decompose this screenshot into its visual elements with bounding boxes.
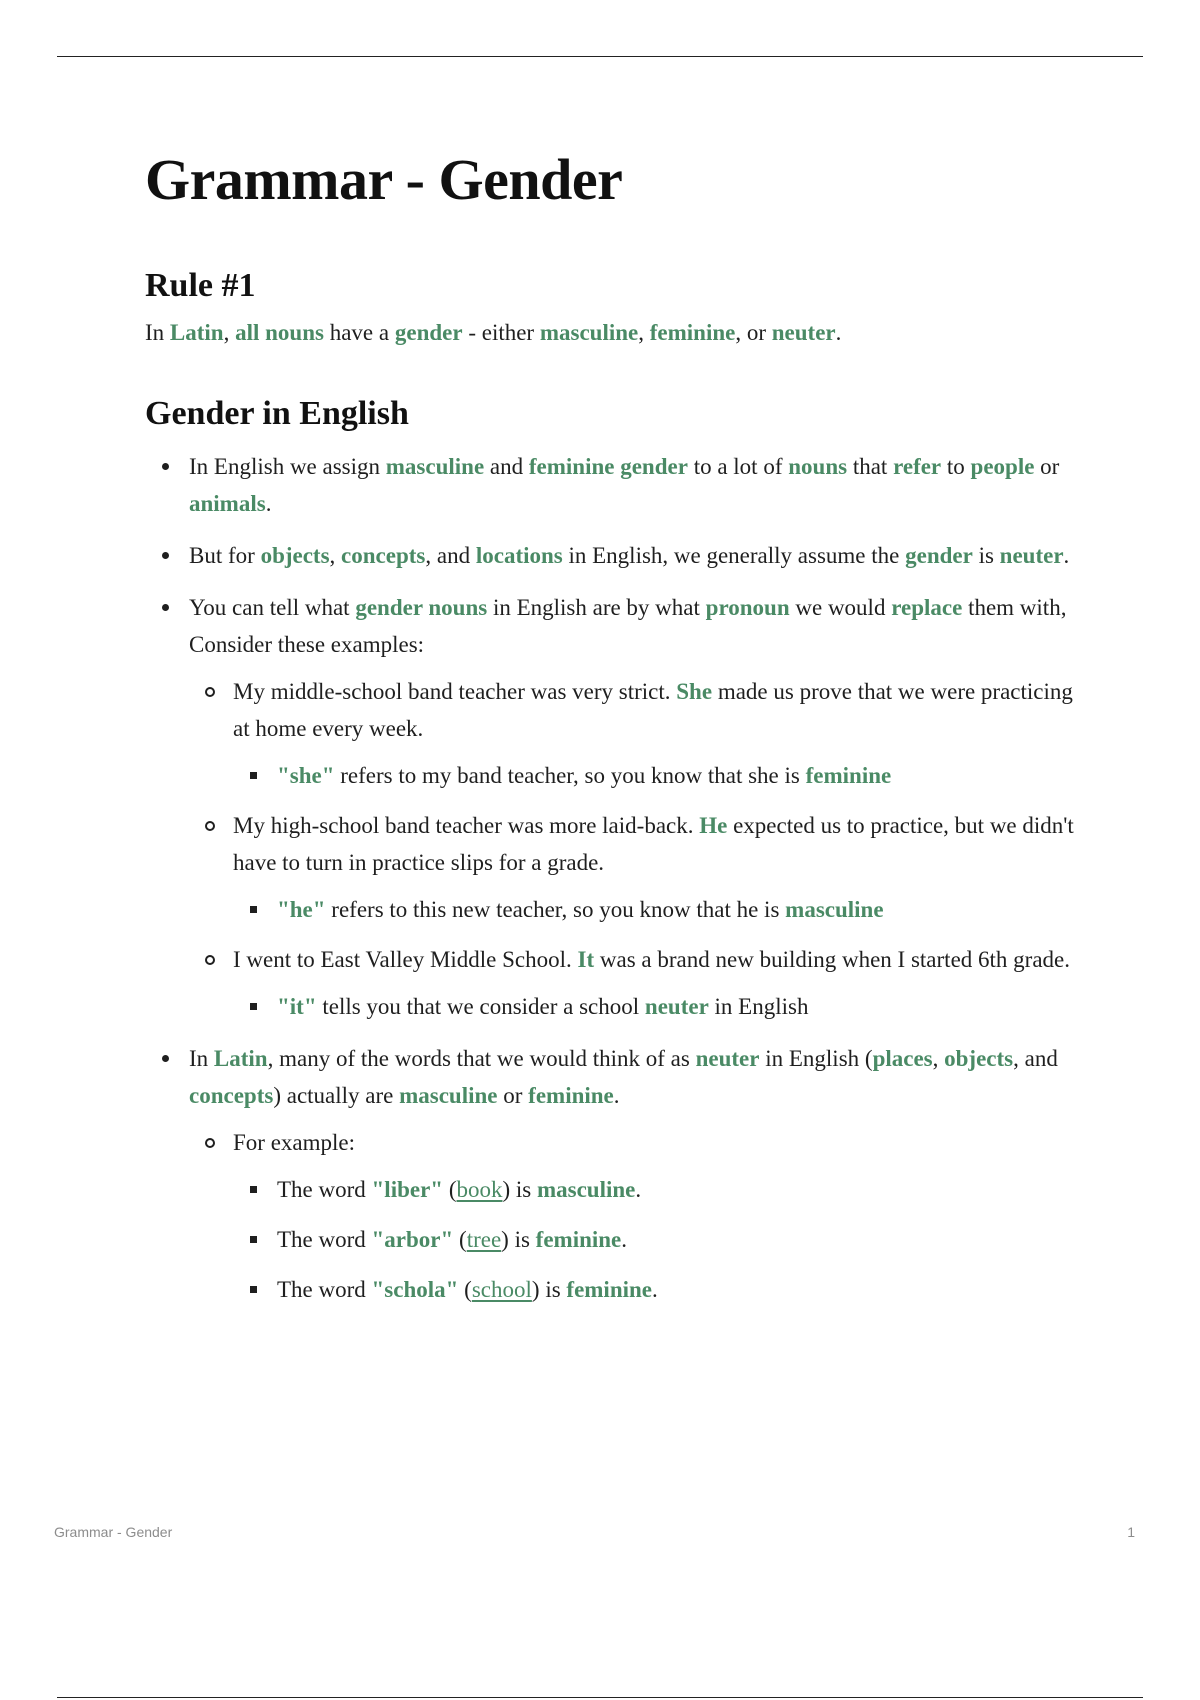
top-divider bbox=[57, 56, 1143, 57]
example-it-note-list bbox=[233, 988, 1075, 1025]
word-meaning-link[interactable]: school bbox=[471, 1277, 532, 1302]
page-number: 1 bbox=[1127, 1524, 1135, 1540]
footer-title: Grammar - Gender bbox=[54, 1524, 173, 1540]
pronoun-example-list bbox=[189, 673, 1075, 1025]
word-meaning-link[interactable]: tree bbox=[466, 1227, 502, 1252]
latin-word-item: The word "schola" (school) is feminine. bbox=[233, 1271, 1075, 1308]
example-she: My middle-school band teacher was very strict. She made us prove that we were practicing at home every week. "she" refers to my band teacher, so you know that she is feminine bbox=[189, 673, 1075, 794]
rule-1-heading: Rule #1 bbox=[145, 267, 256, 304]
word-meaning-link[interactable]: book bbox=[456, 1177, 503, 1202]
document-body bbox=[145, 140, 1075, 1323]
latin-word-list bbox=[233, 1171, 1075, 1308]
latin-word-item: The word "liber" (book) is masculine. bbox=[233, 1171, 1075, 1208]
latin-word-item: The word "arbor" (tree) is feminine. bbox=[233, 1221, 1075, 1258]
example-he-note: "he" refers to this new teacher, so you know that he is masculine bbox=[233, 891, 1075, 928]
english-bullet-list bbox=[145, 448, 1075, 1308]
example-he: My high-school band teacher was more laid-back. He expected us to practice, but we didn't have to turn in practice slips for a grade. "he" refers to this new teacher, so you know that he is masculine bbox=[189, 807, 1075, 928]
bullet-assign-gender: In English we assign masculine and feminine gender to a lot of nouns that refer to people or animals. bbox=[145, 448, 1075, 522]
example-she-note-list bbox=[233, 757, 1075, 794]
example-it: I went to East Valley Middle School. It was a brand new building when I started 6th grade. "it" tells you that we consider a school neuter in English bbox=[189, 941, 1075, 1025]
rule-1-text: In Latin, all nouns have a gender - either masculine, feminine, or neuter. bbox=[145, 320, 842, 345]
page-title: Grammar - Gender bbox=[145, 147, 623, 212]
example-it-note: "it" tells you that we consider a school neuter in English bbox=[233, 988, 1075, 1025]
bottom-divider bbox=[57, 1697, 1143, 1698]
for-example: For example: The word "liber" (book) is masculine. The word "arbor" (tree) is feminine. The word "schola" (school) is feminine. bbox=[189, 1124, 1075, 1308]
gender-in-english-heading: Gender in English bbox=[145, 395, 409, 432]
bullet-latin-genders: In Latin, many of the words that we would think of as neuter in English (places, objects, and concepts) actually are masculine or feminine. For example: The word "liber" (book) is masculine. The word "arbor" (tree) is feminine. The word "schola" (school) is feminine. bbox=[145, 1040, 1075, 1308]
example-she-note: "she" refers to my band teacher, so you know that she is feminine bbox=[233, 757, 1075, 794]
latin-example-list bbox=[189, 1124, 1075, 1308]
example-he-note-list bbox=[233, 891, 1075, 928]
bullet-pronoun-examples: You can tell what gender nouns in English are by what pronoun we would replace them with, Consider these examples: My middle-school band teacher was very strict. She made us prove that we were practicing at home every week. "she" refers to my band teacher, so you know that she is feminine My high-school band teacher was more laid-back. He expected us to practice, but we didn't have to turn in practice slips for a grade. "he" refers to this new teacher, so you know that he is masculine I went to East Valley Middle School. It was a brand new building when I started 6th grade. "it" tells you that we consider a school neuter in English bbox=[145, 589, 1075, 1025]
bullet-objects-neuter: But for objects, concepts, and locations in English, we generally assume the gender is neuter. bbox=[145, 537, 1075, 574]
